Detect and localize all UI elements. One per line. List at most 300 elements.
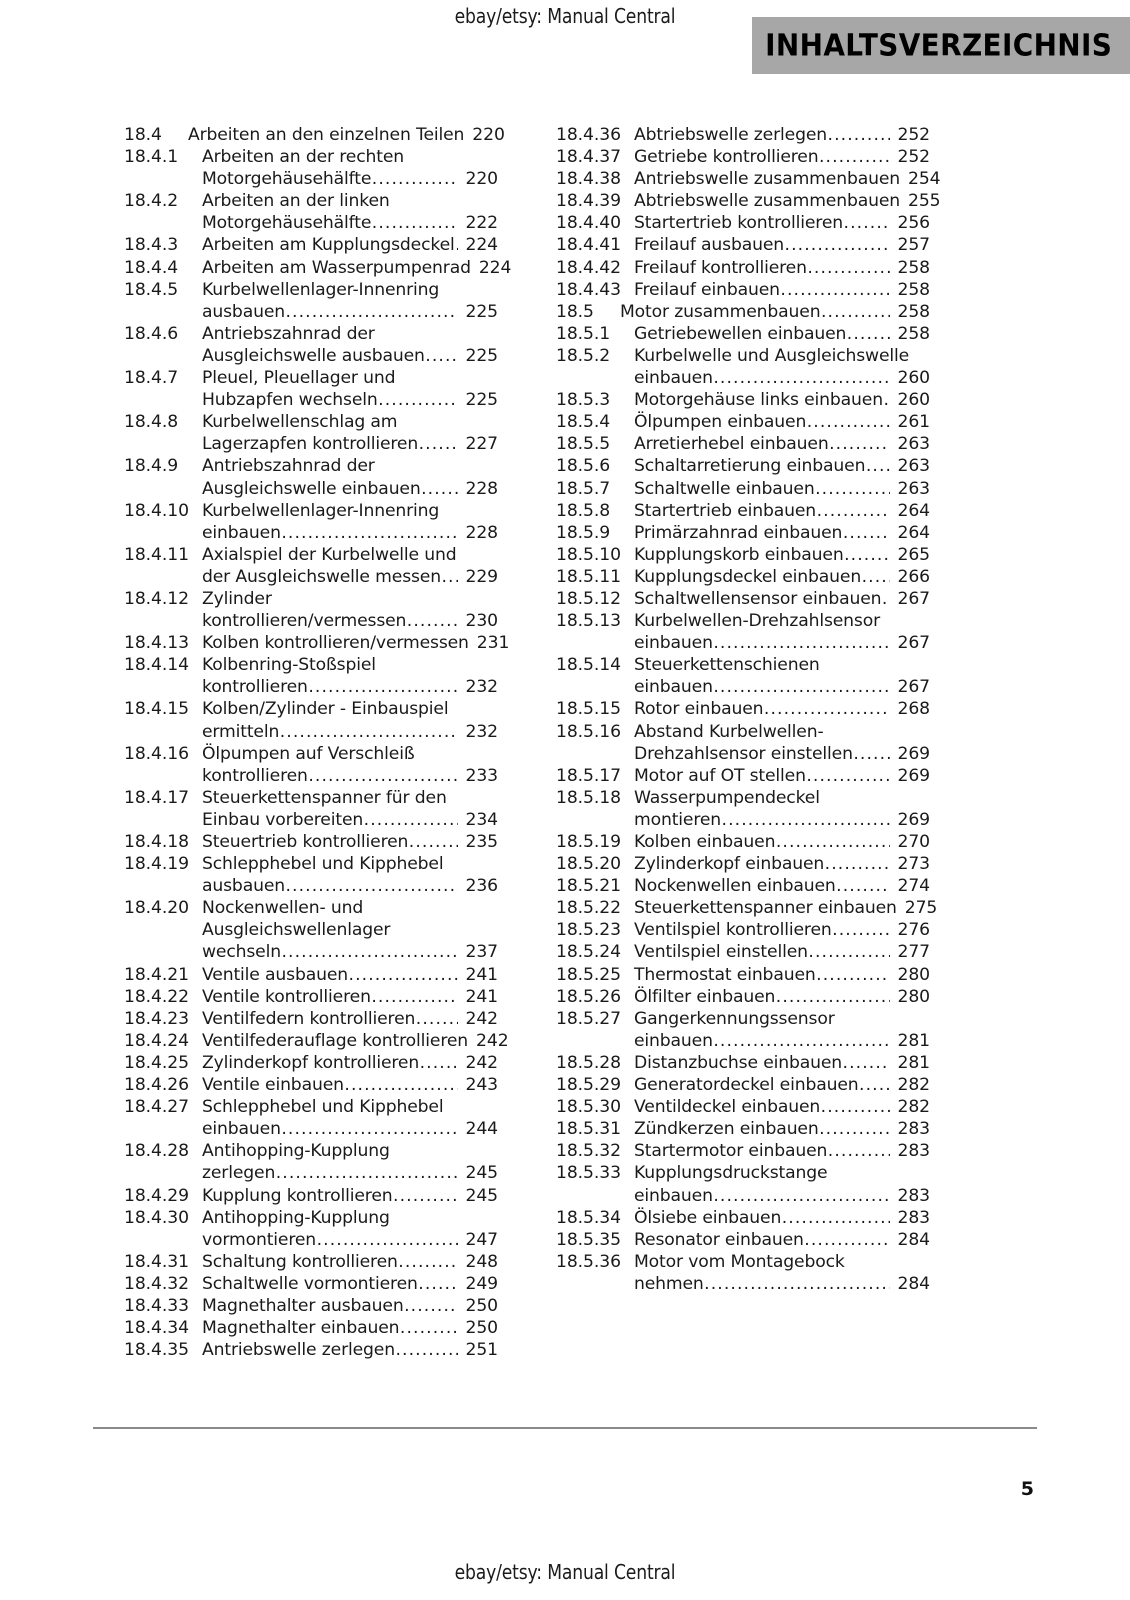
toc-dot-leader xyxy=(844,212,890,234)
toc-entry-text: Motor auf OT stellen xyxy=(634,765,806,786)
toc-entry-line xyxy=(634,765,930,787)
toc-entry-line xyxy=(202,853,498,875)
toc-entry-text: Primärzahnrad einbauen xyxy=(634,522,843,543)
toc-entry-line xyxy=(202,1317,498,1339)
toc-entry[interactable] xyxy=(124,544,498,588)
toc-entry-line xyxy=(634,743,930,765)
toc-entry-line xyxy=(634,234,930,256)
toc-entry-text: einbauen xyxy=(634,1185,713,1206)
toc-entry-number: 18.4.29 xyxy=(124,1185,189,1206)
toc-entry-title-block xyxy=(202,897,498,963)
toc-entry-page: 283 xyxy=(897,1141,930,1162)
toc-entry-text: Abstand Kurbelwellen- xyxy=(634,721,824,742)
toc-entry-number: 18.5.28 xyxy=(556,1052,621,1073)
toc-entry-text: Hubzapfen wechseln xyxy=(202,390,378,411)
toc-entry-title-block xyxy=(634,257,930,279)
toc-entry[interactable] xyxy=(124,234,498,256)
toc-entry[interactable] xyxy=(556,875,930,897)
toc-entry-text: Getriebewellen einbauen xyxy=(634,323,847,344)
toc-dot-leader xyxy=(764,698,890,720)
toc-entry-title-block xyxy=(634,168,941,190)
toc-entry-page: 230 xyxy=(465,611,498,632)
toc-entry-page: 276 xyxy=(897,920,930,941)
toc-entry-text: Schaltwelle einbauen xyxy=(634,478,815,499)
toc-entry-page: 232 xyxy=(465,677,498,698)
toc-entry-line xyxy=(202,411,498,433)
toc-entry-number: 18.4.42 xyxy=(556,257,621,278)
toc-entry-text: einbauen xyxy=(202,1119,281,1140)
toc-dot-leader xyxy=(713,367,890,389)
toc-entry-text: Antihopping-Kupplung xyxy=(202,1141,390,1162)
toc-entry-text: Magnethalter ausbauen xyxy=(202,1295,404,1316)
toc-entry[interactable] xyxy=(556,1096,930,1118)
toc-entry-page: 241 xyxy=(465,986,498,1007)
toc-entry-line xyxy=(634,124,930,146)
chapter-banner xyxy=(752,17,1130,74)
toc-entry-line xyxy=(634,676,930,698)
toc-entry[interactable] xyxy=(556,345,930,389)
toc-entry-title-block xyxy=(634,853,930,875)
toc-entry[interactable] xyxy=(124,654,498,698)
toc-entry[interactable] xyxy=(124,367,498,411)
toc-dot-leader xyxy=(807,257,890,279)
toc-entry-number: 18.4.25 xyxy=(124,1052,189,1073)
toc-entry-title-block xyxy=(634,433,930,455)
toc-entry[interactable] xyxy=(556,124,930,146)
toc-entry[interactable] xyxy=(556,1140,930,1162)
toc-entry-title-block xyxy=(202,234,498,256)
toc-entry[interactable] xyxy=(556,433,930,455)
toc-entry-text: Ventilfedern kontrollieren xyxy=(202,1008,416,1029)
toc-dot-leader xyxy=(713,632,890,654)
toc-entry-line xyxy=(634,500,930,522)
toc-entry-number: 18.4.8 xyxy=(124,412,179,433)
toc-entry-line xyxy=(188,124,505,146)
page-number: 5 xyxy=(1020,1478,1034,1500)
toc-entry-number: 18.5.34 xyxy=(556,1207,621,1228)
toc-dot-leader xyxy=(285,301,458,323)
toc-entry-text: Ölpumpen einbauen xyxy=(634,412,807,433)
toc-entry[interactable] xyxy=(556,1251,930,1295)
toc-entry[interactable] xyxy=(124,500,498,544)
toc-entry-text: Kurbelwellenlager-Innenring xyxy=(202,500,440,521)
toc-entry-page: 224 xyxy=(478,257,512,278)
toc-entry[interactable] xyxy=(124,1030,509,1052)
toc-entry-text: Zylinderkopf einbauen xyxy=(634,854,825,875)
toc-entry-page: 237 xyxy=(465,942,498,963)
toc-entry[interactable] xyxy=(124,1074,498,1096)
toc-entry-page: 284 xyxy=(897,1273,930,1294)
toc-dot-leader xyxy=(828,1140,890,1162)
toc-dot-leader xyxy=(843,522,890,544)
toc-dot-leader xyxy=(866,455,890,477)
toc-entry-title-block xyxy=(188,124,505,146)
toc-entry-number: 18.4.12 xyxy=(124,588,189,609)
toc-entry[interactable] xyxy=(124,323,498,367)
toc-entry-page: 224 xyxy=(465,235,498,256)
toc-dot-leader xyxy=(862,566,890,588)
toc-entry-text: Arbeiten an der rechten xyxy=(202,147,405,168)
toc-entry-line xyxy=(634,1140,930,1162)
toc-entry-number: 18.5.17 xyxy=(556,765,621,786)
toc-entry-line xyxy=(634,212,930,234)
toc-entry-title-block xyxy=(634,831,930,853)
toc-entry-line xyxy=(202,610,498,632)
toc-entry[interactable] xyxy=(556,1074,930,1096)
toc-entry[interactable] xyxy=(124,831,498,853)
toc-entry-text: wechseln xyxy=(202,942,281,963)
toc-entry-number: 18.5.15 xyxy=(556,699,621,720)
toc-entry-line xyxy=(202,1008,498,1030)
toc-entry[interactable] xyxy=(124,1096,498,1140)
toc-dot-leader xyxy=(785,234,890,256)
toc-entry[interactable] xyxy=(556,986,930,1008)
toc-entry-line xyxy=(202,345,498,367)
toc-entry-page: 229 xyxy=(465,566,498,587)
toc-dot-leader xyxy=(395,1339,458,1361)
toc-entry[interactable] xyxy=(556,853,930,875)
toc-dot-leader xyxy=(829,433,890,455)
toc-entry[interactable] xyxy=(556,323,930,345)
toc-entry-page: 231 xyxy=(476,633,510,654)
toc-dot-leader xyxy=(378,389,458,411)
toc-entry-number: 18.4.27 xyxy=(124,1097,189,1118)
toc-entry-line xyxy=(202,1096,498,1118)
toc-entry-line xyxy=(202,212,498,234)
toc-entry[interactable] xyxy=(124,1273,498,1295)
toc-entry-title-block xyxy=(634,964,930,986)
toc-entry[interactable] xyxy=(124,1317,498,1339)
toc-entry-line xyxy=(634,588,930,610)
toc-entry[interactable] xyxy=(124,964,498,986)
toc-entry-page: 251 xyxy=(465,1340,498,1361)
toc-entry-line xyxy=(202,1251,498,1273)
toc-dot-leader xyxy=(372,168,458,190)
toc-entry-number: 18.4.39 xyxy=(556,191,621,212)
toc-entry-page: 268 xyxy=(897,699,930,720)
toc-entry[interactable] xyxy=(556,411,930,433)
toc-entry[interactable] xyxy=(124,743,498,787)
toc-entry-title-block xyxy=(202,1074,498,1096)
toc-entry[interactable] xyxy=(556,964,930,986)
toc-entry-page: 273 xyxy=(897,854,930,875)
toc-entry[interactable] xyxy=(556,1162,930,1206)
toc-entry-page: 236 xyxy=(465,876,498,897)
toc-entry-line xyxy=(202,389,498,411)
toc-entry-number: 18.5.16 xyxy=(556,721,621,742)
toc-entry[interactable] xyxy=(556,190,941,212)
toc-entry-text: Kolben kontrollieren/vermessen xyxy=(202,633,469,654)
toc-entry-line xyxy=(634,853,930,875)
toc-entry-line xyxy=(634,721,930,743)
toc-entry-title-block xyxy=(202,787,498,831)
toc-entry-number: 18.4.18 xyxy=(124,832,189,852)
toc-entry-title-block xyxy=(634,1074,930,1096)
toc-entry-number: 18.5.26 xyxy=(556,986,621,1007)
toc-entry-number: 18.5.14 xyxy=(556,655,621,676)
toc-entry-page: 254 xyxy=(907,169,941,190)
toc-entry[interactable] xyxy=(556,566,930,588)
toc-entry-title-block xyxy=(202,1273,498,1295)
toc-entry-line xyxy=(202,632,510,654)
toc-entry-title-block xyxy=(634,279,930,301)
toc-entry[interactable] xyxy=(124,146,498,190)
toc-entry[interactable] xyxy=(556,1229,930,1251)
toc-entry-line xyxy=(634,632,930,654)
toc-entry-text: Freilauf ausbauen xyxy=(634,235,785,256)
toc-entry-title-block xyxy=(202,257,512,279)
toc-entry-page: 267 xyxy=(897,677,930,698)
toc-entry[interactable] xyxy=(124,787,498,831)
toc-entry[interactable] xyxy=(556,831,930,853)
toc-entry[interactable] xyxy=(556,654,930,698)
toc-entry-line xyxy=(202,698,498,720)
toc-entry[interactable] xyxy=(124,632,510,654)
toc-entry-number: 18.4.24 xyxy=(124,1030,189,1051)
toc-dot-leader xyxy=(808,941,890,963)
toc-dot-leader xyxy=(832,919,890,941)
toc-entry-title-block xyxy=(202,1295,498,1317)
toc-entry-text: Arbeiten an der linken xyxy=(202,191,390,212)
toc-entry-page: 269 xyxy=(897,765,930,786)
toc-entry-number: 18.4.35 xyxy=(124,1340,189,1361)
toc-entry-number: 18.4.10 xyxy=(124,500,189,521)
toc-entry-page: 260 xyxy=(897,368,930,389)
toc-entry[interactable] xyxy=(556,787,930,831)
toc-entry-page: 252 xyxy=(897,125,930,145)
toc-entry-page: 252 xyxy=(897,147,930,168)
toc-dot-leader xyxy=(281,1118,458,1140)
toc-entry-text: Steuertrieb kontrollieren xyxy=(202,832,409,852)
toc-entry-title-block xyxy=(202,411,498,455)
toc-entry-page: 281 xyxy=(897,1030,930,1051)
toc-entry-line xyxy=(634,1207,930,1229)
toc-entry[interactable] xyxy=(124,853,498,897)
toc-entry-line xyxy=(202,831,498,853)
toc-entry-number: 18.4.36 xyxy=(556,125,621,145)
toc-entry-text: Ventilfederauflage kontrollieren xyxy=(202,1030,469,1051)
toc-entry[interactable] xyxy=(556,1008,930,1052)
toc-entry[interactable] xyxy=(556,1118,930,1140)
toc-entry[interactable] xyxy=(556,234,930,256)
toc-entry-page: 228 xyxy=(465,522,498,543)
toc-entry-title-block xyxy=(202,1339,498,1361)
toc-entry[interactable] xyxy=(556,455,930,477)
toc-entry-line xyxy=(634,919,930,941)
toc-entry[interactable] xyxy=(556,522,930,544)
toc-entry[interactable] xyxy=(556,1207,930,1229)
toc-entry[interactable] xyxy=(124,279,498,323)
toc-entry[interactable] xyxy=(556,588,930,610)
toc-entry-text: Schaltung kontrollieren xyxy=(202,1251,398,1272)
toc-entry[interactable] xyxy=(124,1339,498,1361)
toc-entry-text: Ventile ausbauen xyxy=(202,964,349,985)
toc-entry[interactable] xyxy=(124,1008,498,1030)
toc-entry-title-block xyxy=(634,765,930,787)
toc-dot-leader xyxy=(804,1229,890,1251)
toc-entry-number: 18.5.4 xyxy=(556,412,611,433)
toc-entry[interactable] xyxy=(556,1052,930,1074)
toc-entry[interactable] xyxy=(124,190,498,234)
toc-entry[interactable] xyxy=(124,1052,498,1074)
toc-dot-leader xyxy=(416,1008,458,1030)
toc-entry-line xyxy=(202,919,498,941)
toc-entry[interactable] xyxy=(124,124,505,146)
toc-entry-line xyxy=(634,345,930,367)
toc-entry[interactable] xyxy=(124,698,498,742)
toc-entry-title-block xyxy=(634,1207,930,1229)
toc-column-left xyxy=(124,124,512,1361)
toc-dot-leader xyxy=(349,964,458,986)
toc-entry-title-block xyxy=(202,1251,498,1273)
toc-entry-page: 234 xyxy=(465,809,498,830)
toc-dot-leader xyxy=(308,676,458,698)
toc-entry[interactable] xyxy=(556,721,930,765)
toc-entry-line xyxy=(202,1118,498,1140)
toc-entry-line xyxy=(634,522,930,544)
toc-entry-text: Motor vom Montagebock xyxy=(634,1251,845,1272)
toc-entry-title-block xyxy=(634,897,938,919)
toc-entry-text: Drehzahlsensor einstellen xyxy=(634,743,853,764)
toc-entry-title-block xyxy=(634,610,930,654)
toc-entry-line xyxy=(634,787,930,809)
toc-entry[interactable] xyxy=(556,257,930,279)
toc-entry-text: Lagerzapfen kontrollieren xyxy=(202,434,419,455)
toc-entry[interactable] xyxy=(124,986,498,1008)
toc-entry-line xyxy=(202,1052,498,1074)
toc-entry[interactable] xyxy=(556,544,930,566)
toc-entry[interactable] xyxy=(556,765,930,787)
toc-entry-title-block xyxy=(634,1008,930,1052)
toc-entry-line xyxy=(202,588,498,610)
toc-entry-line xyxy=(634,389,930,411)
toc-dot-leader xyxy=(308,765,458,787)
toc-entry[interactable] xyxy=(556,500,930,522)
toc-entry-page: 258 xyxy=(897,257,930,278)
toc-entry[interactable] xyxy=(556,212,930,234)
toc-dot-leader xyxy=(828,124,891,146)
toc-entry-title-block xyxy=(634,1096,930,1118)
toc-entry-text: Freilauf einbauen xyxy=(634,279,780,300)
toc-dot-leader xyxy=(713,1030,890,1052)
toc-entry-text: Arbeiten an den einzelnen Teilen xyxy=(188,125,465,145)
toc-entry-page: 242 xyxy=(476,1030,509,1051)
toc-entry[interactable] xyxy=(124,1185,498,1207)
toc-entry[interactable] xyxy=(124,1140,498,1184)
toc-entry-title-block xyxy=(202,1096,498,1140)
toc-entry-line xyxy=(202,522,498,544)
toc-entry-line xyxy=(634,323,930,345)
toc-dot-leader xyxy=(821,1096,890,1118)
toc-entry-number: 18.4.4 xyxy=(124,257,179,278)
toc-entry[interactable] xyxy=(556,478,930,500)
toc-entry-number: 18.5.36 xyxy=(556,1251,621,1272)
toc-entry-page: 250 xyxy=(465,1318,498,1339)
toc-entry-page: 258 xyxy=(897,279,930,300)
toc-entry[interactable] xyxy=(124,1251,498,1273)
toc-entry-number: 18.5.8 xyxy=(556,500,611,521)
toc-entry-page: 265 xyxy=(897,544,930,565)
toc-entry-page: 280 xyxy=(897,986,930,1007)
toc-entry-text: einbauen xyxy=(634,1030,713,1051)
toc-dot-leader xyxy=(364,809,458,831)
toc-entry-text: Kupplungsdeckel einbauen xyxy=(634,566,862,587)
toc-entry[interactable] xyxy=(124,257,512,279)
toc-entry[interactable] xyxy=(124,1207,498,1251)
toc-entry[interactable] xyxy=(556,389,930,411)
running-head-text: ebay/etsy: Manual Central xyxy=(454,4,676,28)
toc-entry-number: 18.5.2 xyxy=(556,345,611,366)
toc-entry-page: 227 xyxy=(465,434,498,455)
toc-entry[interactable] xyxy=(556,279,930,301)
toc-entry[interactable] xyxy=(556,919,930,941)
toc-entry[interactable] xyxy=(124,897,498,963)
toc-entry-number: 18.5.11 xyxy=(556,566,621,587)
toc-entry-text: Ausgleichswelle ausbauen xyxy=(202,345,425,366)
toc-entry-number: 18.5.6 xyxy=(556,456,611,477)
toc-entry[interactable] xyxy=(556,941,930,963)
toc-entry-title-block xyxy=(634,1140,930,1162)
toc-entry-text: Axialspiel der Kurbelwelle und xyxy=(202,544,457,565)
toc-entry[interactable] xyxy=(124,411,498,455)
toc-entry-text: Ventile kontrollieren xyxy=(202,986,371,1007)
toc-entry-title-block xyxy=(202,1317,498,1339)
toc-entry[interactable] xyxy=(556,301,930,323)
toc-entry-line xyxy=(202,1229,498,1251)
toc-entry-number: 18.5.10 xyxy=(556,544,621,565)
toc-entry-text: einbauen xyxy=(634,633,713,654)
running-foot-text: ebay/etsy: Manual Central xyxy=(454,1560,676,1584)
toc-entry-line xyxy=(620,301,930,323)
toc-entry-text: Antriebswelle zerlegen xyxy=(202,1340,395,1361)
toc-entry-page: 225 xyxy=(465,390,498,411)
toc-entry-number: 18.4.23 xyxy=(124,1008,189,1029)
toc-entry-text: Schaltwelle vormontieren xyxy=(202,1273,418,1294)
toc-entry-number: 18.4.6 xyxy=(124,323,179,344)
toc-entry-number: 18.5.30 xyxy=(556,1097,621,1118)
toc-entry[interactable] xyxy=(556,610,930,654)
toc-entry-line xyxy=(202,566,498,588)
toc-entry[interactable] xyxy=(556,698,930,720)
toc-entry-text: Zündkerzen einbauen xyxy=(634,1119,819,1140)
toc-entry[interactable] xyxy=(556,168,941,190)
toc-entry-line xyxy=(634,698,930,720)
toc-dot-leader xyxy=(882,588,890,610)
toc-entry[interactable] xyxy=(124,455,498,499)
toc-entry[interactable] xyxy=(124,1295,498,1317)
toc-entry-title-block xyxy=(202,500,498,544)
toc-dot-leader xyxy=(317,1229,458,1251)
toc-entry-line xyxy=(634,1008,930,1030)
toc-entry[interactable] xyxy=(556,897,938,919)
toc-entry-text: Rotor einbauen xyxy=(634,699,764,720)
toc-entry-text: Freilauf kontrollieren xyxy=(634,257,807,278)
toc-entry-page: 263 xyxy=(897,478,930,499)
toc-entry-title-block xyxy=(202,544,498,588)
toc-entry-number: 18.5.12 xyxy=(556,588,621,609)
toc-dot-leader xyxy=(400,1317,458,1339)
toc-entry-line xyxy=(634,1162,930,1184)
toc-entry-line xyxy=(634,455,930,477)
toc-entry-title-block xyxy=(634,146,930,168)
toc-entry[interactable] xyxy=(124,588,498,632)
toc-entry-text: einbauen xyxy=(634,368,713,389)
toc-entry[interactable] xyxy=(556,146,930,168)
toc-entry-line xyxy=(202,986,498,1008)
toc-entry-number: 18.5.25 xyxy=(556,964,621,985)
toc-entry-text: Startertrieb kontrollieren xyxy=(634,213,844,234)
toc-entry-title-block xyxy=(202,1030,509,1052)
